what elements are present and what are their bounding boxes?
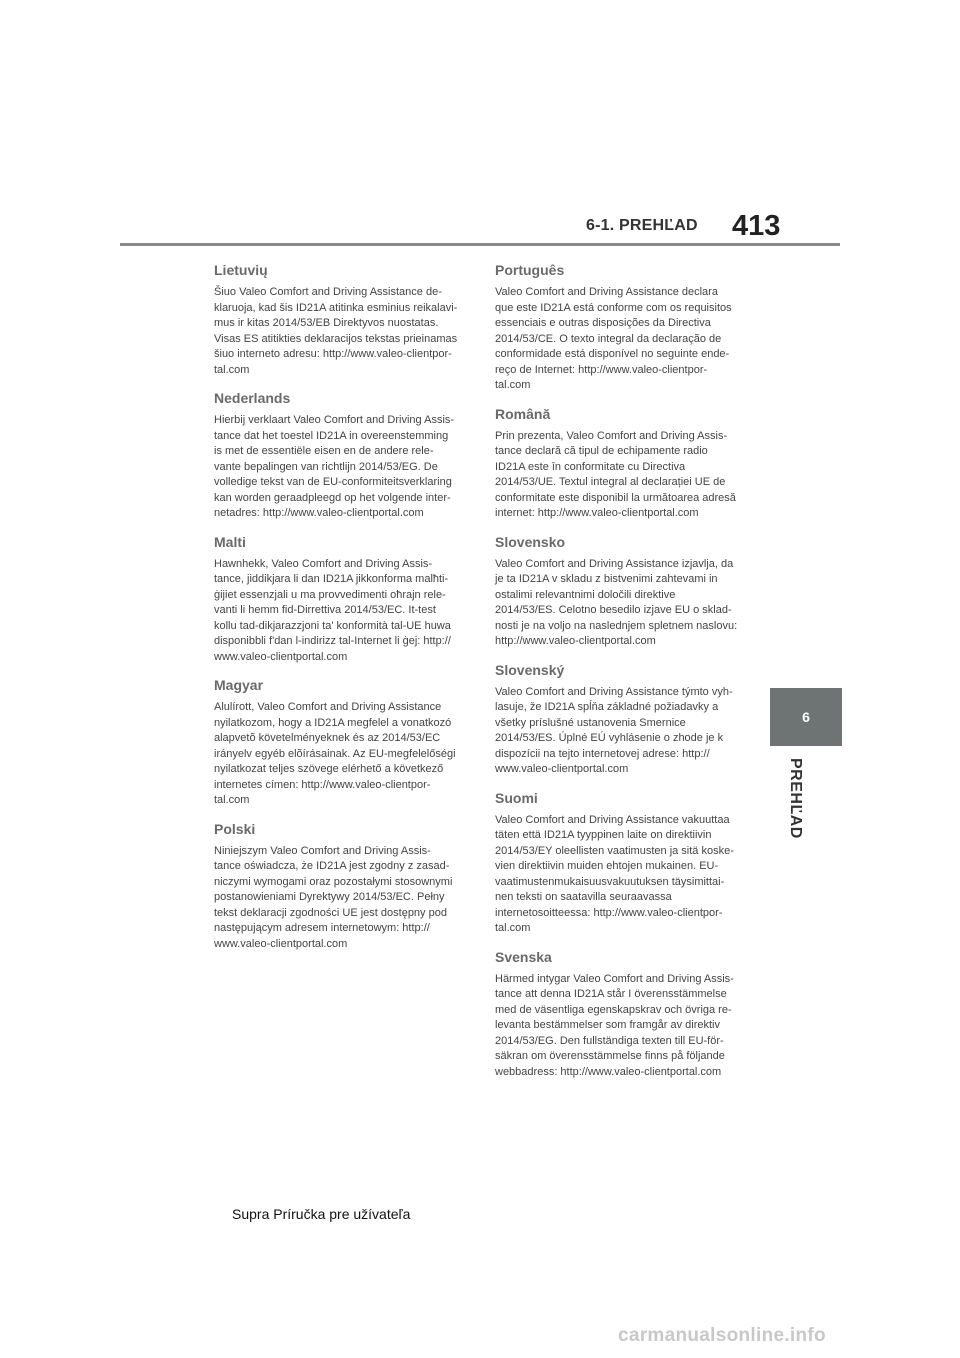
chapter-number: 6 — [802, 709, 810, 725]
right-column — [495, 262, 747, 1092]
chapter-tab — [770, 688, 842, 746]
section-romana — [495, 406, 747, 522]
section-text: Hierbij verklaart Valeo Comfort and Driving Assis- tance dat het toestel ID21A in overeenstemming is met de essentiële eisen en de andere rele- vante bepalingen van richtlijn 2014/53/EG. De volledige tekst van de EU-conformiteitsverklaring kan worden geraadpleegd op het volgende inter- netadres: http://www.valeo-clientportal.com — [214, 414, 455, 519]
section-heading: Svenska — [495, 948, 552, 965]
section-text: Valeo Comfort and Driving Assistance declara que este ID21A está conforme com os requisitos essenciais e outras disposições da Directiva 2014/53/CE. O texto integral da declaração de conformidade está disponível no seguinte ende- reço de Internet: http://www.valeo-clientpor- tal.com — [495, 286, 732, 391]
section-text: Valeo Comfort and Driving Assistance týmto vyh- lasuje, že ID21A spĺňa základné požiadavky a všetky príslušné ustanovenia Smernice 2014/53/ES. Úplné EÚ vyhlásenie o zhode je k dispozícii na tejto internetovej adrese: http:// www.valeo-clientportal.com — [495, 685, 733, 775]
section-text: Niniejszym Valeo Comfort and Driving Assis- tance oświadcza, że ID21A jest zgodny z zasad- niczymi wymogami oraz pozostałymi stosownymi postanowieniami Dyrektywy 2014/53/EC. Pełny tekst deklaracji zgodności UE jest dostępny pod następującym adresem internetowym: http:// www.valeo-clientportal.com — [214, 844, 453, 950]
watermark: carmanualsonline.info — [618, 1325, 826, 1346]
section-malti — [214, 534, 466, 666]
section-heading: Malti — [214, 533, 246, 550]
section-svenska — [495, 949, 747, 1081]
section-polski — [214, 821, 466, 953]
section-text: Prin prezenta, Valeo Comfort and Driving Assis- tance declară că tipul de echipamente radio ID21A este în conformitate cu Directiva 2014/53/UE. Textul integral al declarației UE de conformitate este disponibil la următoarea adresă internet: http://www.valeo-clientportal.com — [495, 429, 736, 519]
left-column — [214, 262, 466, 964]
section-heading: Română — [495, 405, 551, 422]
section-heading: Polski — [214, 820, 256, 837]
section-slovensky — [495, 662, 747, 778]
chapter-label: PREHĽAD — [787, 758, 804, 839]
section-heading: Português — [495, 262, 565, 278]
header-divider — [120, 243, 840, 246]
section-heading: Slovensko — [495, 533, 566, 550]
manual-title: Supra Príručka pre užívateľa — [232, 1206, 411, 1222]
section-text: Alulírott, Valeo Comfort and Driving Assistance nyilatkozom, hogy a ID21A megfelel a vonatkozó alapvetõ követelményeknek és az 2014/53/EC irányelv egyéb elõírásainak. Az EU-megfelelőségi nyilatkozat teljes szövege elérhető a következő internetes címen: http://www.valeo-clientpor- tal.com — [214, 701, 456, 806]
section-heading: Suomi — [495, 789, 538, 806]
page-number: 413 — [732, 210, 781, 242]
section-portugues — [495, 262, 747, 394]
section-suomi — [495, 790, 747, 937]
section-text: Hawnhekk, Valeo Comfort and Driving Assis- tance, jiddikjara li dan ID21A jikkonforma malħti- ġijiet essenzjali u ma provvedimenti oħrajn rele- vanti li hemm fid-Dirrettiva 2014/53/EC. It-test kollu tad-dikjarazzjoni ta' konformità tal-UE huwa disponibbli f'dan l-indirizz tal-Internet li ġej: http:// www.valeo-clientportal.com — [214, 557, 451, 663]
section-text: Valeo Comfort and Driving Assistance vakuuttaa täten että ID21A tyyppinen laite on direktiivin 2014/53/EY oleellisten vaatimusten ja sitä koske- vien direktiivin muiden ehtojen mukainen. EU- vaatimustenmukaisuusvakuutuksen täysimittai- nen teksti on saatavilla seuraavassa internetosoitteessa: http://www.valeo-clientpor- tal.com — [495, 813, 734, 934]
section-text: Šiuo Valeo Comfort and Driving Assistance de- klaruoja, kad šis ID21A atitinka esminius reikalavi- mus ir kitas 2014/53/EB Direktyvos nuostatas. Visas ES atitikties deklaracijos tekstas prieinamas šiuo interneto adresu: http://www.valeo-clientpor- tal.com — [214, 286, 458, 376]
section-text: Härmed intygar Valeo Comfort and Driving Assis- tance att denna ID21A står I överensstämmelse med de väsentliga egenskapskrav och övriga re- levanta bestämmelser som framgår av direktiv 2014/53/EG. Den fullständiga texten till EU-för- säkran om överensstämmelse finns på följande webbadress: http://www.valeo-clientportal.com — [495, 972, 734, 1078]
section-heading: Magyar — [214, 677, 264, 693]
section-heading: Lietuvių — [214, 262, 268, 278]
section-heading: Slovenský — [495, 661, 565, 678]
section-title: 6-1. PREHĽAD — [586, 217, 698, 234]
section-text: Valeo Comfort and Driving Assistance izjavlja, da je ta ID21A v skladu z bistvenimi zahtevami in ostalimi relevantnimi določili direktive 2014/53/ES. Celotno besedilo izjave EU o sklad- nosti je na voljo na naslednjem spletnem naslovu: http://www.valeo-clientportal.com — [495, 557, 738, 647]
section-lietuviu — [214, 262, 466, 378]
section-nederlands — [214, 390, 466, 522]
section-heading: Nederlands — [214, 390, 291, 406]
section-magyar — [214, 677, 466, 809]
section-slovensko — [495, 534, 747, 650]
